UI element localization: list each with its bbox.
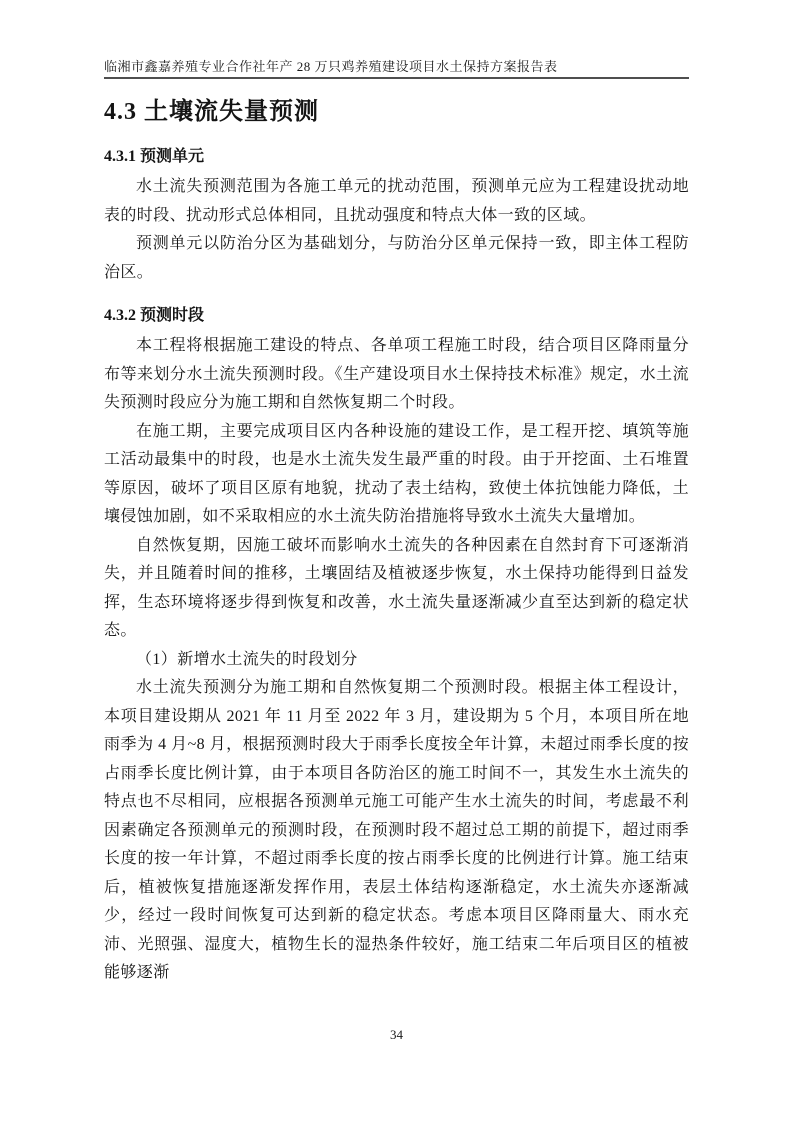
paragraph: 自然恢复期，因施工破坏而影响水土流失的各种因素在自然封育下可逐渐消失，并且随着时间的推移，土壤固结及植被逐步恢复，水土保持功能得到日益发挥，生态环境将逐步得到恢复和改善，水土流失量逐渐减少直至达到新的稳定状态。 — [104, 536, 689, 639]
paragraph: 本工程将根据施工建设的特点、各单项工程施工时段，结合项目区降雨量分布等来划分水土流失预测时段。《生产建设项目水土保持技术标准》规定，水土流失预测时段应分为施工期和自然恢复期二个时段。 — [104, 337, 689, 411]
header-title: 临湘市鑫嘉养殖专业合作社年产 28 万只鸡养殖建设项目水土保持方案报告表 — [104, 59, 558, 74]
paragraph: 在施工期，主要完成项目区内各种设施的建设工作，是工程开挖、填筑等施工活动最集中的时段，也是水土流失发生最严重的时段。由于开挖面、土石堆置等原因，破坏了项目区原有地貌，扰动了表土结构，致使土体抗蚀能力降低，土壤侵蚀加剧，如不采取相应的水土流失防治措施将导致水土流失大量增加。 — [104, 422, 689, 525]
section-title: 4.3 土壤流失量预测 — [104, 99, 319, 125]
subsection-title-4-3-2: 4.3.2 预测时段 — [104, 307, 205, 324]
header-divider — [104, 77, 689, 79]
page-header — [104, 0, 689, 79]
paragraph: 水土流失预测分为施工期和自然恢复期二个预测时段。根据主体工程设计，本项目建设期从 2021 年 11 月至 2022 年 3 月，建设期为 5 个月，本项目所在地雨季为 4 月~8 月，根据预测时段大于雨季长度按全年计算，未超过雨季长度的按占雨季长度比例计算，由于本项目各防治区的施工时间不一，其发生水土流失的特点也不尽相同，应根据各预测单元施工可能产生水土流失的时间，考虑最不利因素确定各预测单元的预测时段，在预测时段不超过总工期的前提下，超过雨季长度的按一年计算，不超过雨季长度的按占雨季长度的比例进行计算。施工结束后，植被恢复措施逐渐发挥作用，表层土体结构逐渐稳定，水土流失亦逐渐减少，经过一段时间恢复可达到新的稳定状态。考虑本项目区降雨量大、雨水充沛、光照强、湿度大，植物生长的湿热条件较好，施工结束二年后项目区的植被能够逐渐 — [104, 679, 689, 981]
page-footer — [0, 1026, 793, 1044]
subsection-title-4-3-1: 4.3.1 预测单元 — [104, 148, 205, 165]
paragraph: 水土流失预测范围为各施工单元的扰动范围，预测单元应为工程建设扰动地表的时段、扰动形式总体相同，且扰动强度和特点大体一致的区域。 — [104, 178, 689, 224]
page-number: 34 — [390, 1027, 403, 1042]
paragraph-list-item: （1）新增水土流失的时段划分 — [136, 650, 358, 668]
paragraph: 预测单元以防治分区为基础划分，与防治分区单元保持一致，即主体工程防治区。 — [104, 235, 689, 281]
